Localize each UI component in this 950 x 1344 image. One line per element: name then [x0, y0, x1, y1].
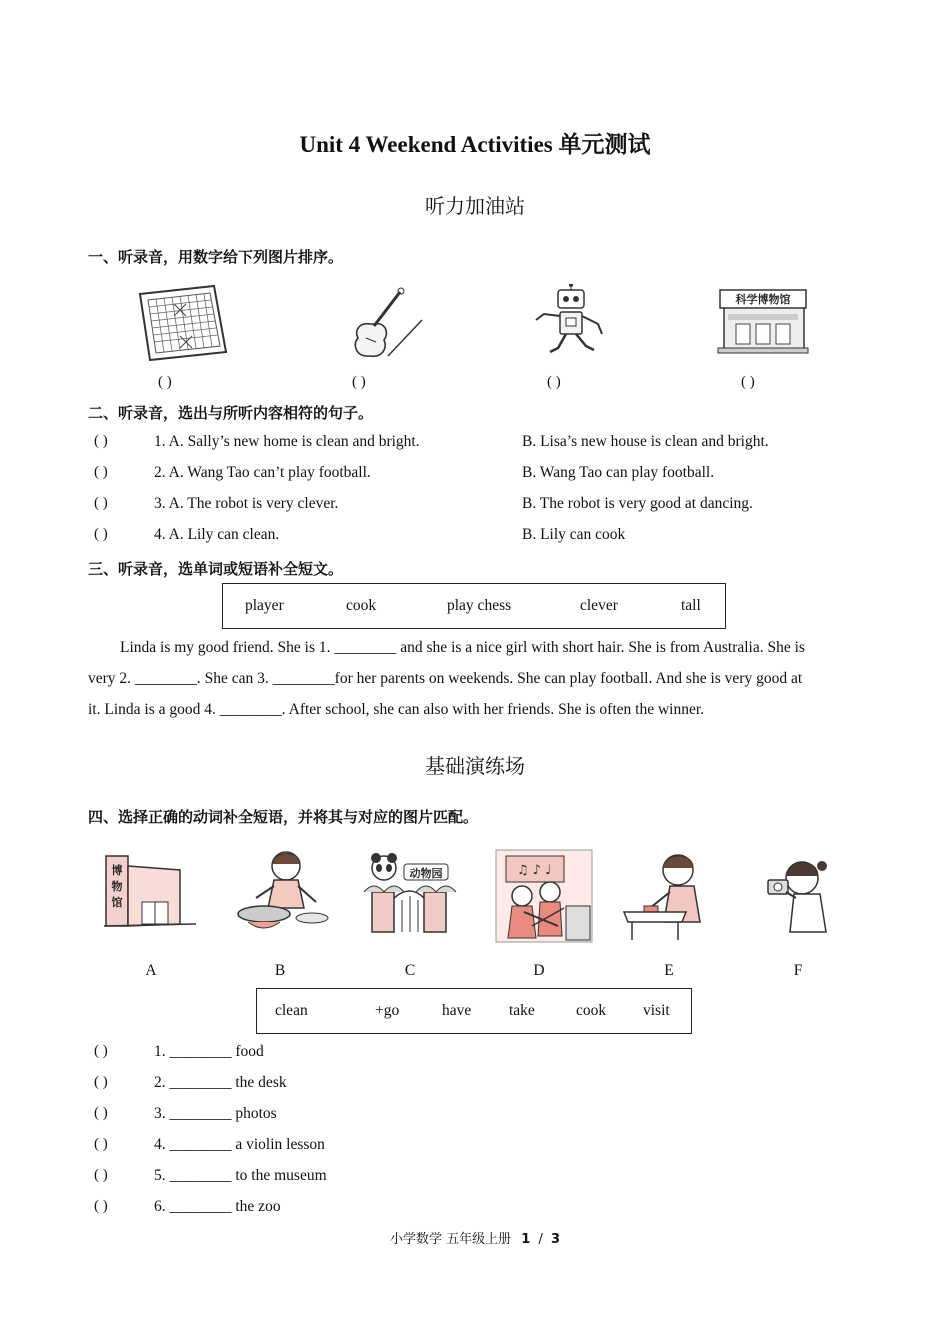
- picture-letter: E: [664, 962, 674, 979]
- page-total: 3: [550, 1232, 561, 1247]
- phrase-2: 2. ________ the desk: [154, 1074, 287, 1091]
- zoo-gate-icon: [358, 848, 462, 938]
- phrase-1-answer-blank[interactable]: ( ): [94, 1043, 108, 1059]
- phrase-4-answer-blank[interactable]: ( ): [94, 1136, 108, 1152]
- q1-answer-blank[interactable]: ( ): [94, 433, 108, 449]
- q4-option-a: 4. A. Lily can clean.: [154, 526, 280, 543]
- word-bank-item: clever: [580, 597, 618, 614]
- verb-bank-item: have: [442, 1002, 472, 1019]
- answer-blank-4[interactable]: ( ): [741, 374, 755, 390]
- passage-line-3: it. Linda is a good 4. ________. After school, she can also with her friends. She is often the winner.: [88, 701, 705, 718]
- phrase-5: 5. ________ to the museum: [154, 1167, 327, 1184]
- word-bank-item: player: [245, 597, 284, 614]
- robot-icon: [528, 284, 614, 362]
- word-bank-item: cook: [346, 597, 377, 614]
- girl-cooking-icon: [228, 846, 332, 938]
- section-title-listening: 听力加油站: [425, 194, 525, 218]
- page-separator: /: [538, 1232, 543, 1247]
- science-museum-icon: [716, 286, 810, 356]
- museum-sign-char: 物: [111, 880, 123, 893]
- page-number: 1: [521, 1232, 531, 1247]
- word-bank-item: tall: [681, 597, 701, 614]
- verb-bank-item: cook: [576, 1002, 607, 1019]
- chess-board-icon: [134, 282, 230, 362]
- answer-blank-2[interactable]: ( ): [352, 374, 366, 390]
- picture-letter: A: [145, 962, 157, 979]
- word-bank-box: [222, 583, 726, 629]
- answer-blank-1[interactable]: ( ): [158, 374, 172, 390]
- picture-letter: D: [533, 962, 545, 979]
- part1-heading: 一、听录音，用数字给下列图片排序。: [88, 248, 344, 266]
- q2-option-b: B. Wang Tao can play football.: [522, 464, 715, 481]
- phrase-6: 6. ________ the zoo: [154, 1198, 281, 1215]
- verb-bank-item: +go: [375, 1002, 400, 1019]
- q1-option-a: 1. A. Sally’s new home is clean and bright.: [154, 433, 420, 450]
- q4-option-b: B. Lily can cook: [522, 526, 626, 543]
- girl-taking-photo-icon: [758, 852, 838, 938]
- answer-blank-3[interactable]: ( ): [547, 374, 561, 390]
- phrase-6-answer-blank[interactable]: ( ): [94, 1198, 108, 1214]
- word-bank-item: play chess: [447, 597, 512, 614]
- picture-letter: F: [793, 962, 803, 979]
- boy-cleaning-desk-icon: [620, 850, 720, 942]
- violin-icon: [330, 286, 426, 362]
- part2-heading: 二、听录音，选出与所听内容相符的句子。: [88, 404, 374, 422]
- violin-lesson-icon: [492, 846, 598, 946]
- picture-letter: B: [274, 962, 286, 979]
- page-footer: [0, 1228, 950, 1247]
- verb-bank-item: clean: [275, 1002, 308, 1019]
- museum-sign-char: 博: [111, 864, 123, 877]
- q3-answer-blank[interactable]: ( ): [94, 495, 108, 511]
- section-title-basic: 基础演练场: [425, 754, 525, 778]
- q3-option-b: B. The robot is very good at dancing.: [522, 495, 753, 512]
- part3-heading: 三、听录音，选单词或短语补全短文。: [88, 560, 344, 578]
- museum-sign: 科学博物馆: [735, 293, 791, 306]
- q2-option-a: 2. A. Wang Tao can’t play football.: [154, 464, 371, 481]
- verb-bank-box: [256, 988, 692, 1034]
- phrase-4: 4. ________ a violin lesson: [154, 1136, 325, 1153]
- zoo-sign: 动物园: [409, 867, 443, 880]
- q1-option-b: B. Lisa’s new house is clean and bright.: [522, 433, 769, 450]
- phrase-3-answer-blank[interactable]: ( ): [94, 1105, 108, 1121]
- passage-line-2: very 2. ________. She can 3. ________for her parents on weekends. She can play football. And she is very good at: [88, 670, 803, 687]
- q4-answer-blank[interactable]: ( ): [94, 526, 108, 542]
- passage-line-1: Linda is my good friend. She is 1. ________ and she is a nice girl with short hair. She is from Australia. She is: [120, 639, 805, 656]
- picture-letter: C: [404, 962, 416, 979]
- svg-text:♫ ♪ ♩: ♫ ♪ ♩: [516, 863, 552, 878]
- museum-sign-char: 馆: [111, 896, 123, 909]
- page-title: Unit 4 Weekend Activities 单元测试: [299, 132, 651, 157]
- verb-bank-item: visit: [643, 1002, 670, 1019]
- q3-option-a: 3. A. The robot is very clever.: [154, 495, 339, 512]
- phrase-1: 1. ________ food: [154, 1043, 264, 1060]
- museum-building-icon: [104, 852, 200, 928]
- verb-bank-item: take: [509, 1002, 535, 1019]
- part4-heading: 四、选择正确的动词补全短语，并将其与对应的图片匹配。: [88, 808, 479, 826]
- phrase-3: 3. ________ photos: [154, 1105, 277, 1122]
- phrase-2-answer-blank[interactable]: ( ): [94, 1074, 108, 1090]
- footer-text: 小学数学 五年级上册: [389, 1232, 512, 1247]
- q2-answer-blank[interactable]: ( ): [94, 464, 108, 480]
- phrase-5-answer-blank[interactable]: ( ): [94, 1167, 108, 1183]
